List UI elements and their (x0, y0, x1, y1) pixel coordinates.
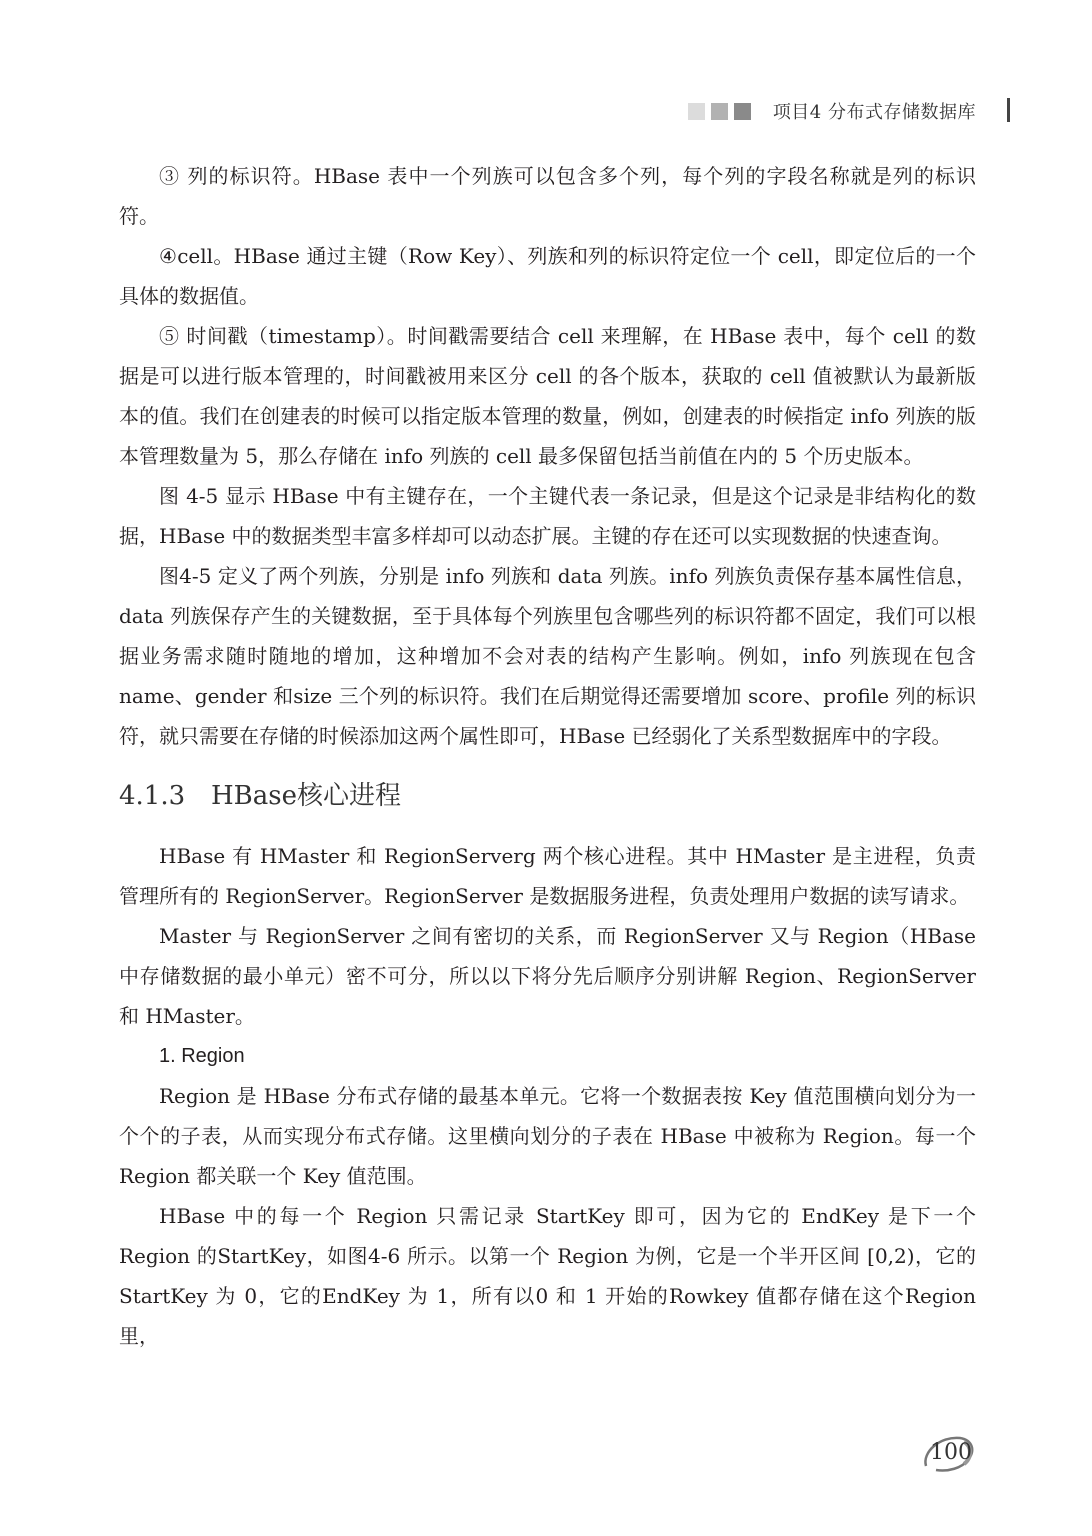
paragraph-column-identifier: ③ 列的标识符。HBase 表中一个列族可以包含多个列，每个列的字段名称就是列的标识符。 (119, 164, 976, 228)
paragraph-region-definition: Region 是 HBase 分布式存储的最基本单元。它将一个数据表按 Key 值范围横向划分为一个个的子表，从而实现分布式存储。这里横向划分的子表在 HBase 中被称为 Region。每一个 Region 都关联一个 Key 值范围。 (119, 1084, 976, 1188)
header-decor-square-dark (734, 103, 751, 120)
page-body (119, 156, 976, 1356)
subsection-heading: 1. Region (159, 1045, 245, 1067)
paragraph-region-startkey: HBase 中的每一个 Region 只需记录 StartKey 即可，因为它的 EndKey 是下一个 Region 的StartKey，如图4-6 所示。以第一个 Region 为例，它是一个半开区间 [0,2)，它的 StartKey 为 0，它的EndKey 为 1，所有以0 和 1 开始的Rowkey 值都存储在这个Region 里， (119, 1204, 976, 1348)
section-heading (119, 776, 976, 816)
chapter-title: 项目4 分布式存储数据库 (772, 102, 976, 123)
paragraph-timestamp: ⑤ 时间戳（timestamp）。时间戳需要结合 cell 来理解，在 HBase 表中，每个 cell 的数据是可以进行版本管理的，时间戳被用来区分 cell 的各个版本，获取的 cell 值被默认为最新版本的值。我们在创建表的时候可以指定版本管理的数量，例如，创建表的时候指定 info 列族的版本管理数量为 5，那么存储在 info 列族的 cell 最多保留包括当前值在内的 5 个历史版本。 (119, 324, 976, 468)
header-decor-square-medium (711, 103, 728, 120)
paragraph-figure-4-5-rowkey: 图 4-5 显示 HBase 中有主键存在，一个主键代表一条记录，但是这个记录是非结构化的数据，HBase 中的数据类型丰富多样却可以动态扩展。主键的存在还可以实现数据的快速查询。 (119, 484, 976, 548)
paragraph-core-processes: HBase 有 HMaster 和 RegionServerg 两个核心进程。其中 HMaster 是主进程，负责管理所有的 RegionServer。RegionServer 是数据服务进程，负责处理用户数据的读写请求。 (119, 844, 976, 908)
page-number-badge (920, 1432, 976, 1476)
running-header (688, 98, 976, 124)
section-title: HBase核心进程 (211, 781, 402, 811)
paragraph-master-region-relation: Master 与 RegionServer 之间有密切的关系，而 RegionServer 又与 Region（HBase 中存储数据的最小单元）密不可分，所以以下将分先后顺序分别讲解 Region、RegionServer 和 HMaster。 (119, 924, 976, 1028)
header-decor-square-light (688, 103, 705, 120)
paragraph-figure-4-5-families: 图4-5 定义了两个列族，分别是 info 列族和 data 列族。info 列族负责保存基本属性信息，data 列族保存产生的关键数据，至于具体每个列族里包含哪些列的标识符都不固定，我们可以根据业务需求随时随地的增加，这种增加不会对表的结构产生影响。例如，info 列族现在包含 name、gender 和size 三个列的标识符。我们在后期觉得还需要增加 score、profile 列的标识符，就只需要在存储的时候添加这两个属性即可，HBase 已经弱化了关系型数据库中的字段。 (119, 564, 976, 748)
paragraph-cell: ④cell。HBase 通过主键（Row Key）、列族和列的标识符定位一个 cell，即定位后的一个具体的数据值。 (119, 244, 976, 308)
section-number: 4.1.3 (119, 781, 186, 811)
header-bar-decor (1007, 98, 1010, 122)
page-number: 100 (930, 1440, 972, 1465)
